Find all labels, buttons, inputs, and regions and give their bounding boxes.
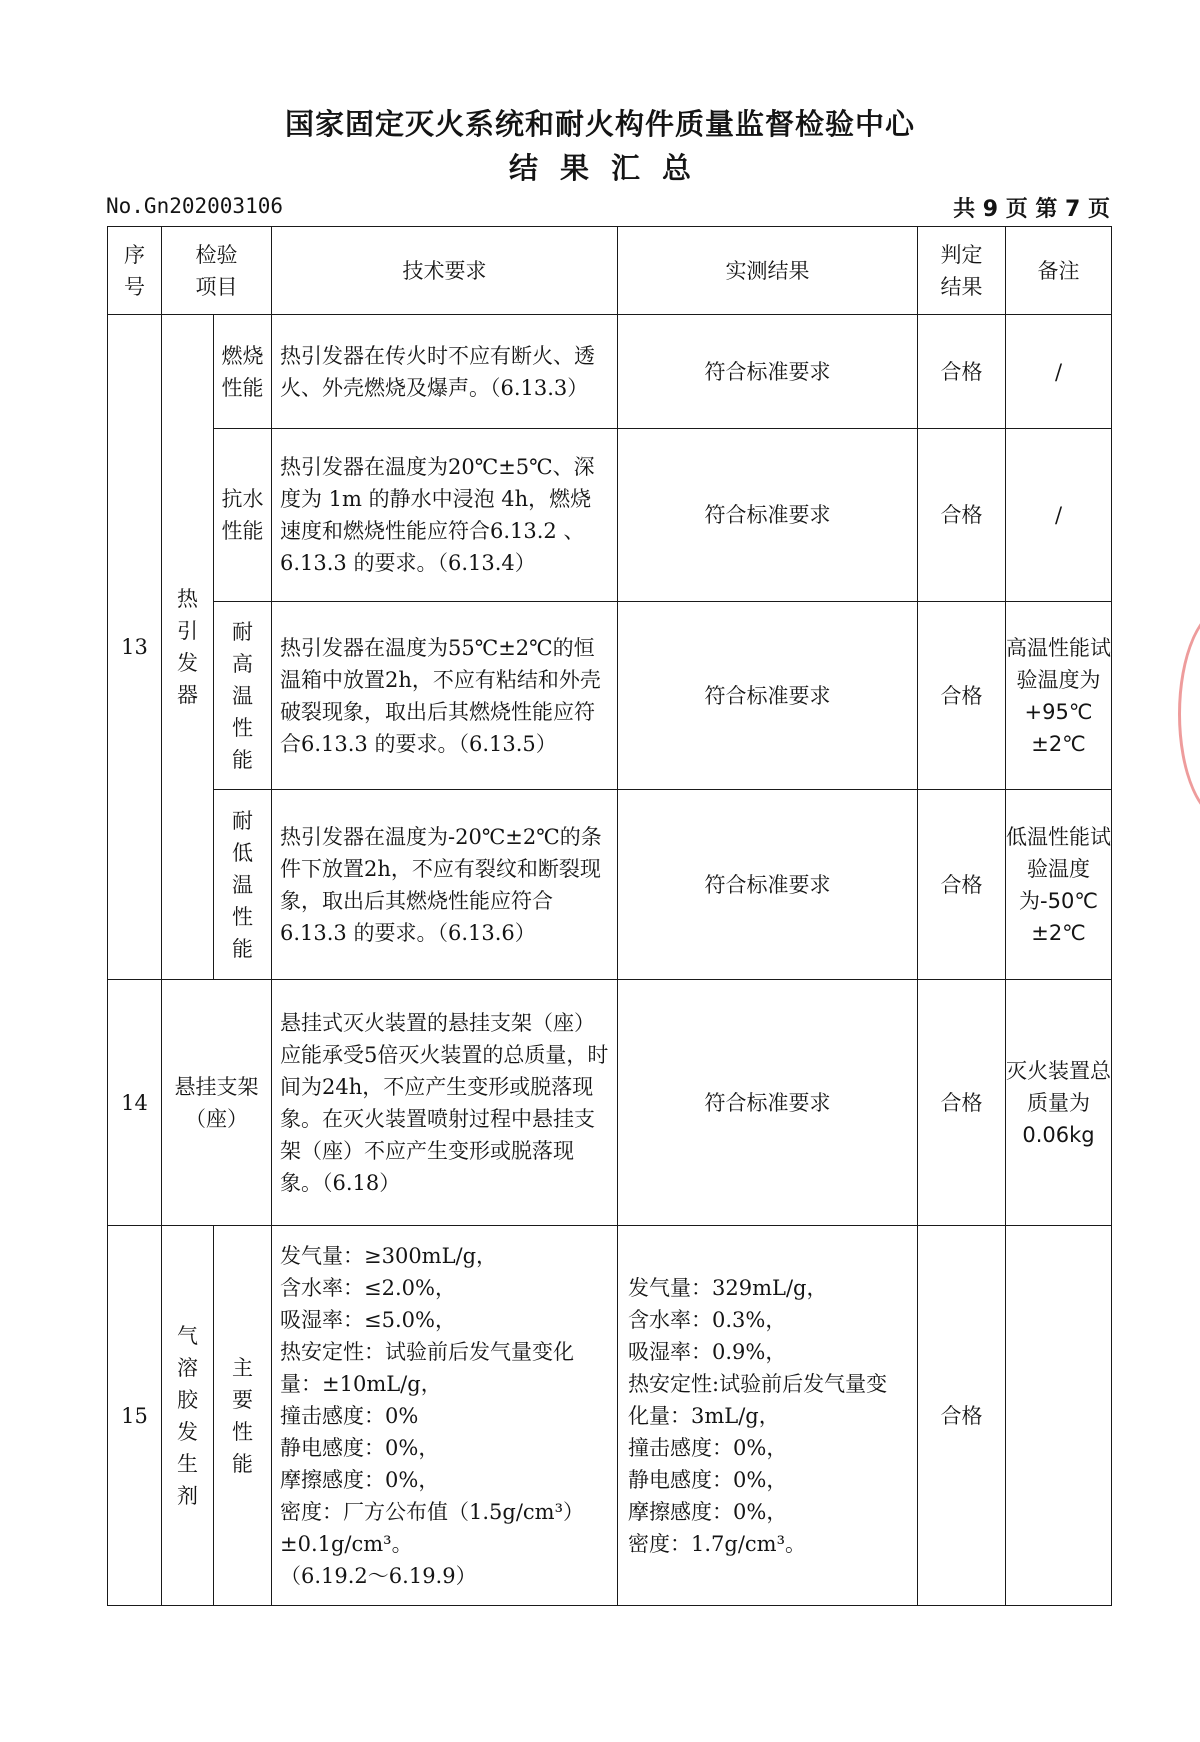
row-requirement: 悬挂式灭火装置的悬挂支架（座）应能承受5倍灭火装置的总质量，时间为24h，不应产生变形或脱落现象。在灭火装置喷射过程中悬挂支架（座）不应产生变形或脱落现象。（6.18） <box>272 980 618 1226</box>
table-row <box>108 980 1112 1226</box>
row-seq: 15 <box>108 1226 162 1606</box>
result-line: 发气量：329mL/g， <box>628 1275 828 1300</box>
col-header-verdict: 判定结果 <box>918 227 1006 315</box>
row-item: 耐低温性能 <box>214 790 272 980</box>
row-remark: / <box>1006 315 1112 429</box>
req-line: 含水率：≤2.0%， <box>280 1275 456 1300</box>
req-line: 发气量：≥300mL/g， <box>280 1243 498 1268</box>
req-line: （6.19.2～6.19.9） <box>280 1563 477 1588</box>
col-header-remark: 备注 <box>1006 227 1112 315</box>
row-verdict: 合格 <box>918 602 1006 790</box>
table-row <box>108 790 1112 980</box>
row-remark: / <box>1006 429 1112 602</box>
report-title: 国家固定灭火系统和耐火构件质量监督检验中心 <box>284 107 915 141</box>
result-line: 摩擦感度：0%， <box>628 1499 788 1524</box>
row-result: 符合标准要求 <box>618 602 918 790</box>
row-result <box>618 1226 918 1606</box>
req-line: 热安定性：试验前后发气量变化量：±10mL/g， <box>280 1339 574 1396</box>
req-line: 撞击感度：0% <box>280 1403 419 1428</box>
row-verdict: 合格 <box>918 315 1006 429</box>
row-group: 气溶胶发生剂 <box>162 1226 214 1606</box>
row-item: 抗水性能 <box>214 429 272 602</box>
row-seq: 13 <box>108 315 162 980</box>
row-item: 燃烧性能 <box>214 315 272 429</box>
result-line: 含水率：0.3%， <box>628 1307 787 1332</box>
row-verdict: 合格 <box>918 790 1006 980</box>
row-requirement: 热引发器在传火时不应有断火、透火、外壳燃烧及爆声。（6.13.3） <box>272 315 618 429</box>
row-result: 符合标准要求 <box>618 790 918 980</box>
row-requirement: 热引发器在温度为-20℃±2℃的条件下放置2h，不应有裂纹和断裂现象，取出后其燃烧性能应符合6.13.3 的要求。（6.13.6） <box>272 790 618 980</box>
table-row <box>108 429 1112 602</box>
result-line: 静电感度：0%， <box>628 1467 788 1492</box>
col-header-item: 检验项目 <box>162 227 272 315</box>
result-line: 密度：1.7g/cm³。 <box>628 1531 807 1556</box>
row-item: 悬挂支架（座） <box>162 980 272 1226</box>
red-seal-stamp <box>1178 606 1200 822</box>
page-info: 共 9 页 第 7 页 <box>953 197 1110 222</box>
row-result: 符合标准要求 <box>618 315 918 429</box>
row-requirement <box>272 1226 618 1606</box>
row-requirement: 热引发器在温度为20℃±5℃、深度为 1m 的静水中浸泡 4h，燃烧速度和燃烧性能应符合6.13.2 、6.13.3 的要求。（6.13.4） <box>272 429 618 602</box>
row-item: 主要性能 <box>214 1226 272 1606</box>
result-line: 热安定性:试验前后发气量变化量：3mL/g， <box>628 1371 888 1428</box>
row-result: 符合标准要求 <box>618 429 918 602</box>
req-line: 吸湿率：≤5.0%， <box>280 1307 456 1332</box>
row-verdict: 合格 <box>918 980 1006 1226</box>
row-requirement: 热引发器在温度为55℃±2℃的恒温箱中放置2h，不应有粘结和外壳破裂现象，取出后其燃烧性能应符合6.13.3 的要求。（6.13.5） <box>272 602 618 790</box>
table-row <box>108 315 1112 429</box>
table-row <box>108 602 1112 790</box>
result-line: 吸湿率：0.9%， <box>628 1339 787 1364</box>
col-header-requirement: 技术要求 <box>272 227 618 315</box>
row-result: 符合标准要求 <box>618 980 918 1226</box>
req-line: 静电感度：0%， <box>280 1435 440 1460</box>
req-line: 密度：厂方公布值（1.5g/cm³）±0.1g/cm³。 <box>280 1499 585 1556</box>
row-remark: 高温性能试验温度为+95℃±2℃ <box>1006 602 1112 790</box>
report-subtitle: 结果汇总 <box>508 151 713 185</box>
row-remark <box>1006 1226 1112 1606</box>
results-table <box>107 226 1112 1606</box>
row-remark: 灭火装置总质量为0.06kg <box>1006 980 1112 1226</box>
row-group: 热引发器 <box>162 315 214 980</box>
row-verdict: 合格 <box>918 1226 1006 1606</box>
row-item: 耐高温性能 <box>214 602 272 790</box>
document-number: No.Gn202003106 <box>106 194 284 218</box>
result-line: 撞击感度：0%， <box>628 1435 788 1460</box>
row-verdict: 合格 <box>918 429 1006 602</box>
header-row <box>108 227 1112 315</box>
row-seq: 14 <box>108 980 162 1226</box>
row-remark: 低温性能试验温度为-50℃±2℃ <box>1006 790 1112 980</box>
col-header-result: 实测结果 <box>618 227 918 315</box>
table-row <box>108 1226 1112 1606</box>
req-line: 摩擦感度：0%， <box>280 1467 440 1492</box>
col-header-seq: 序号 <box>108 227 162 315</box>
